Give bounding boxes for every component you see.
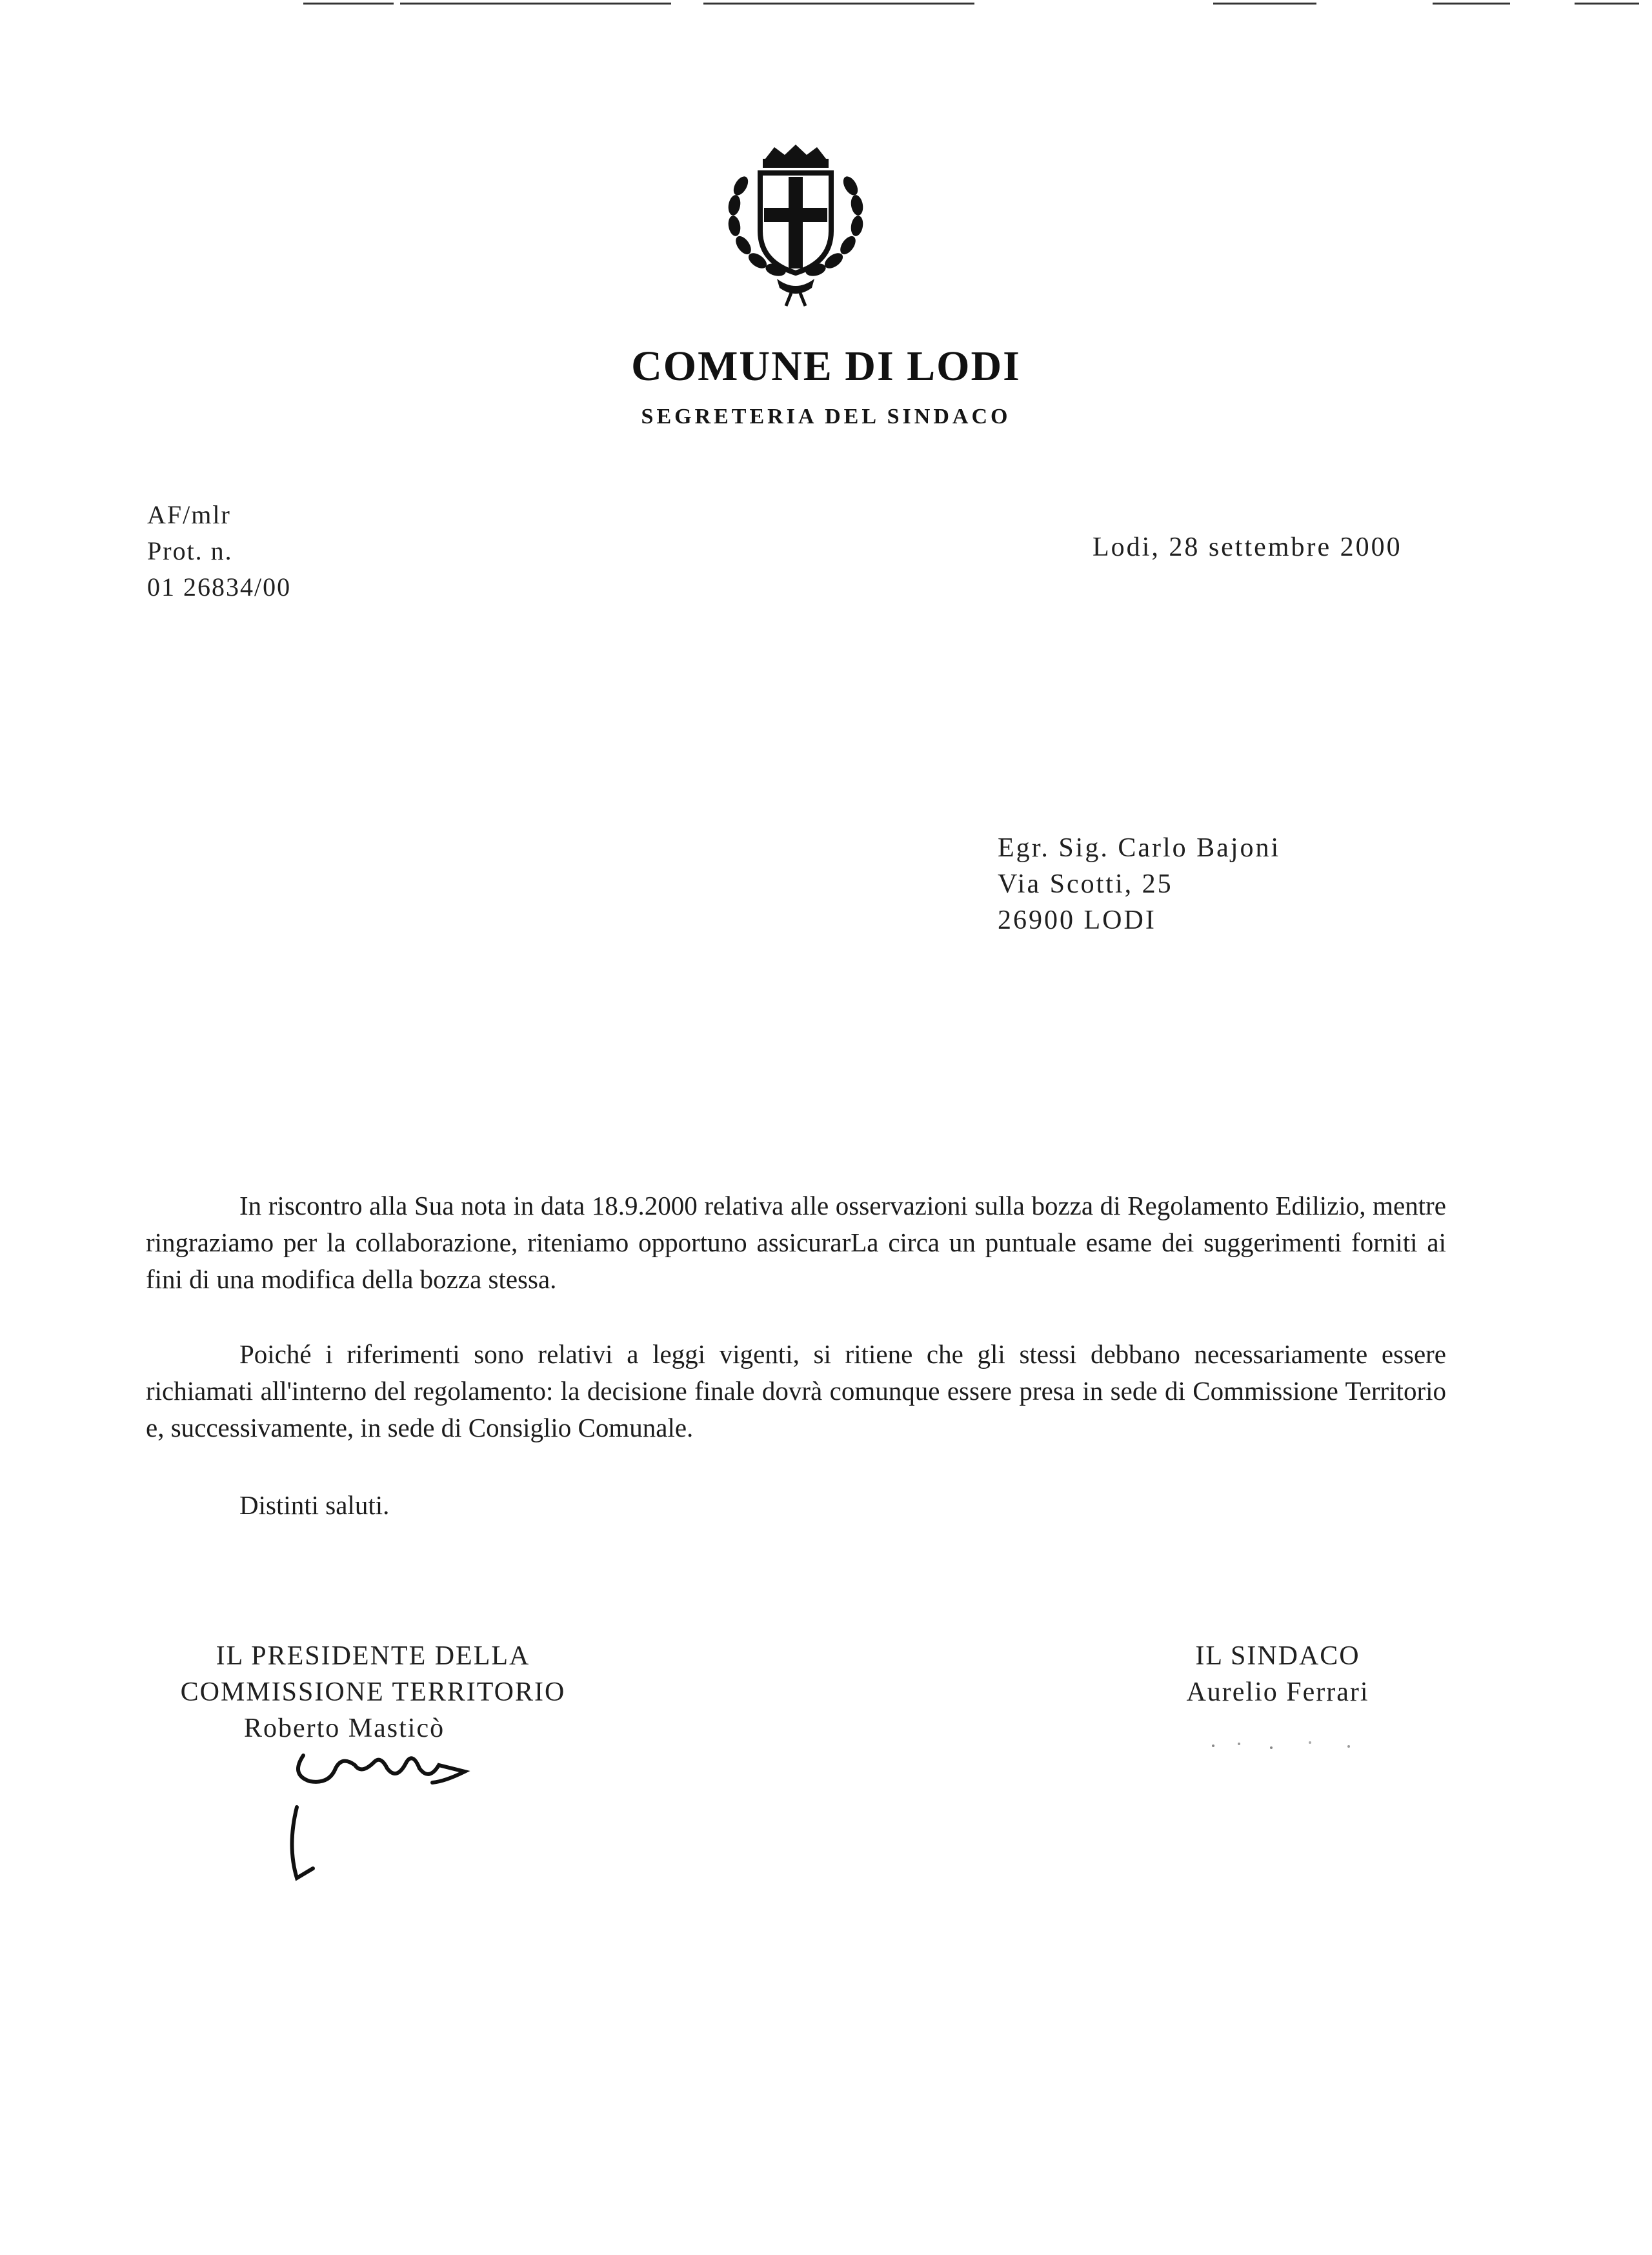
coat-of-arms-icon <box>715 141 876 308</box>
page-subtitle: SEGRETERIA DEL SINDACO <box>641 405 1011 429</box>
scan-artifact-line <box>1575 3 1639 5</box>
protocol-label: Prot. n. <box>147 536 233 565</box>
signatory-name: Roberto Masticò <box>244 1714 445 1743</box>
recipient-name: Egr. Sig. Carlo Bajoni <box>998 833 1281 863</box>
handwritten-signature <box>284 1736 478 1891</box>
recipient-street: Via Scotti, 25 <box>998 869 1173 899</box>
scan-artifact-line <box>1433 3 1510 5</box>
signatory-title: COMMISSIONE TERRITORIO <box>180 1677 566 1707</box>
recipient-city: 26900 LODI <box>998 905 1156 935</box>
signatory-title: IL SINDACO <box>1195 1641 1360 1671</box>
signatory-title: IL PRESIDENTE DELLA <box>216 1641 530 1671</box>
scan-artifact-line <box>303 3 394 5</box>
scan-artifact-line <box>703 3 974 5</box>
body-paragraph: Poiché i riferimenti sono relativi a leggi vigenti, si ritiene che gli stessi debbano necessariamente essere richiamati all'interno del regolamento: la decisione finale dovrà comunque essere presa in sede di Commissione Territorio e, successivamente, in sede di Consiglio Comunale. <box>146 1339 1446 1442</box>
reference-initials: AF/mlr <box>147 500 231 529</box>
reference-number: 01 26834/00 <box>147 572 292 602</box>
body-paragraph: In riscontro alla Sua nota in data 18.9.2000 relativa alle osservazioni sulla bozza di Regolamento Edilizio, mentre ringraziamo per la collaborazione, riteniamo opportuno assicurarLa circa un puntuale esame dei suggerimenti forniti ai fini di una modifica della bozza stessa. <box>146 1191 1446 1294</box>
signature-block-president <box>147 1638 599 1746</box>
recipient-address <box>998 830 1280 938</box>
signature-block-mayor <box>1174 1638 1381 1710</box>
scan-noise <box>1200 1736 1368 1755</box>
scan-artifact-line <box>400 3 671 5</box>
signatory-name: Aurelio Ferrari <box>1186 1677 1369 1707</box>
reference-block <box>147 497 291 605</box>
page-title: COMUNE DI LODI <box>631 343 1021 390</box>
letter-date: Lodi, 28 settembre 2000 <box>1093 532 1402 562</box>
closing-salutation: Distinti saluti. <box>239 1490 390 1520</box>
scan-artifact-line <box>1213 3 1316 5</box>
